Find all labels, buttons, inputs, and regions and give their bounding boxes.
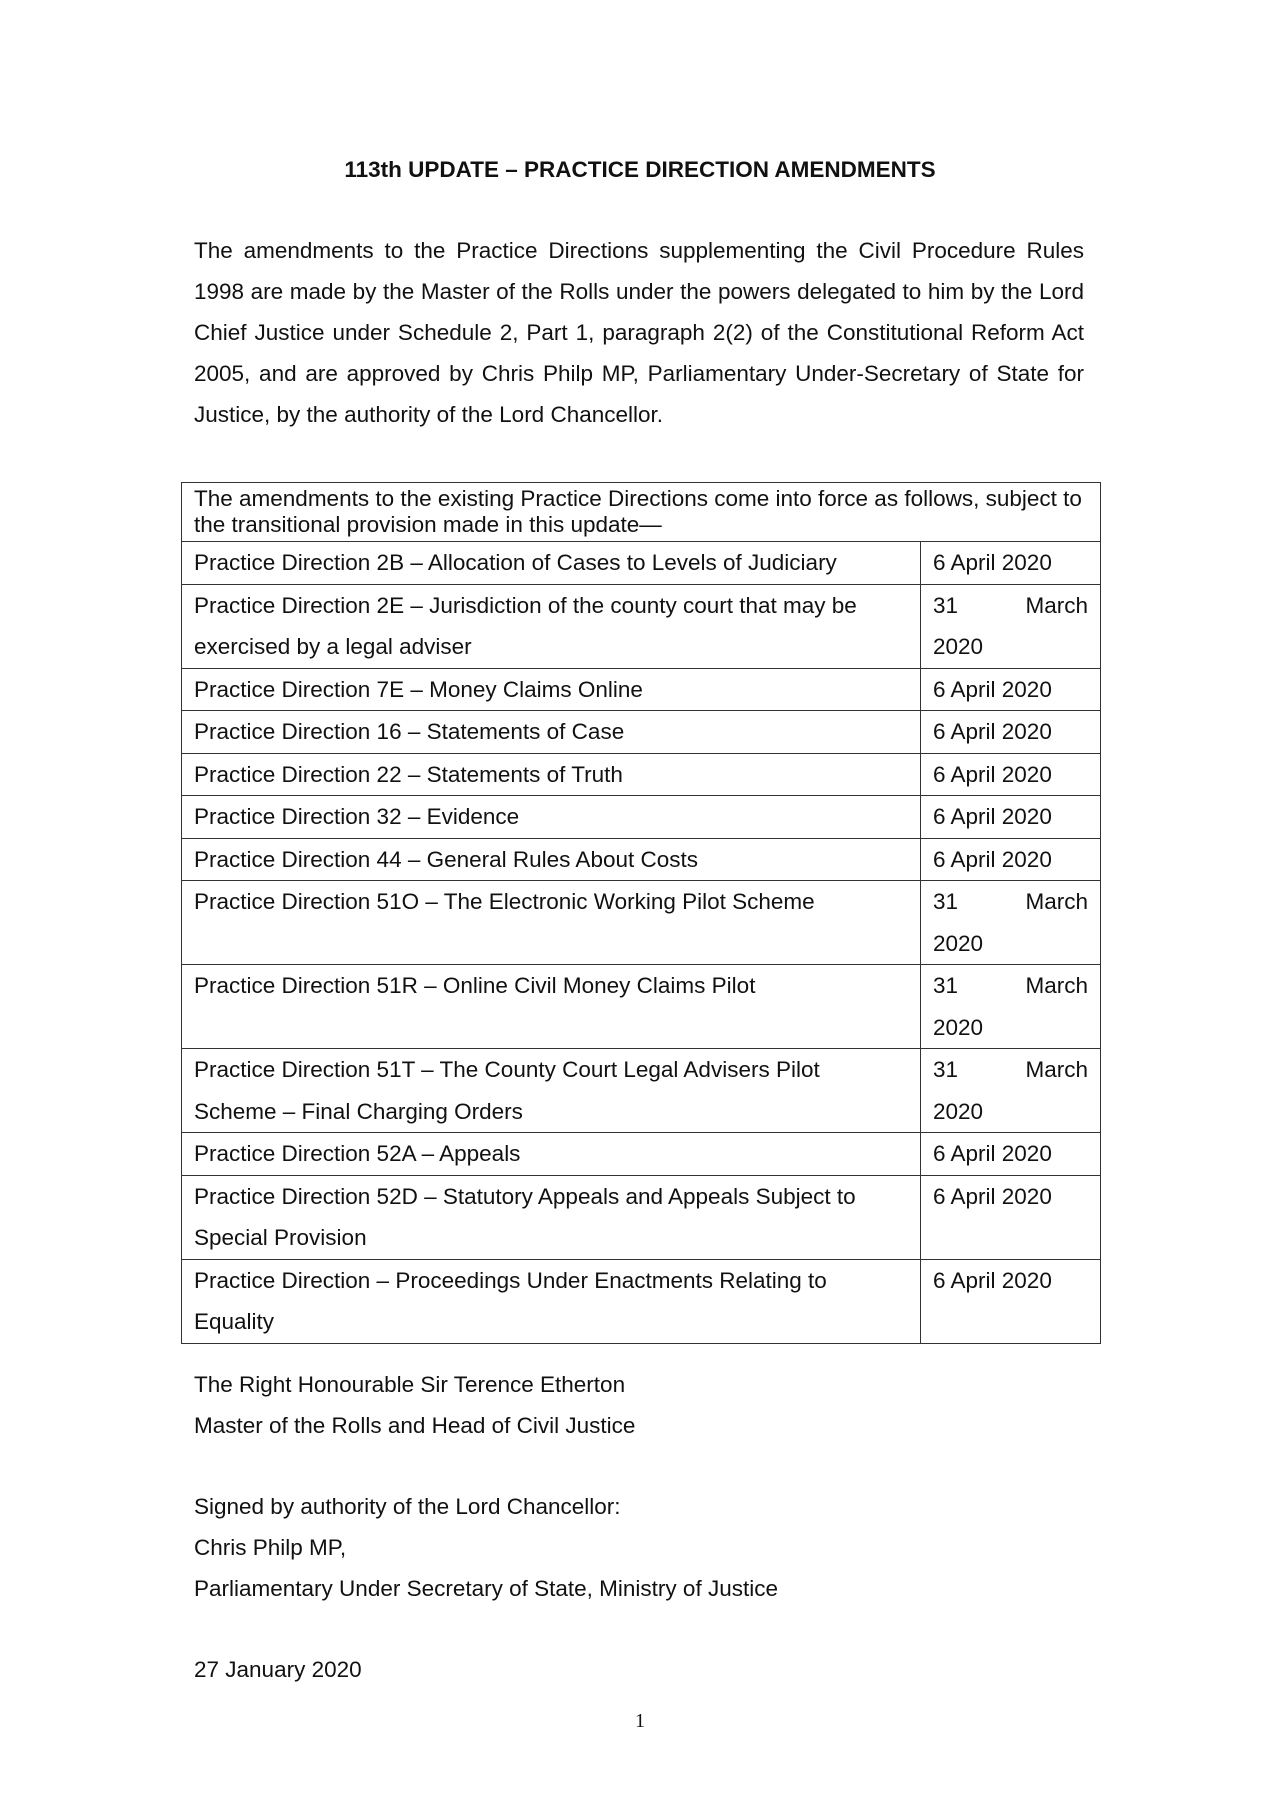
direction-cell: Practice Direction 51O – The Electronic Working Pilot Scheme (182, 881, 921, 965)
date-value: 31 March 2020 (933, 973, 1088, 1040)
table-header: The amendments to the existing Practice Directions come into force as follows, subject to the transitional provision made in this update— (182, 483, 1101, 542)
date-cell (921, 838, 1101, 881)
date-cell (921, 1133, 1101, 1176)
table-row (182, 668, 1101, 711)
date-value: 6 April 2020 (933, 846, 1052, 872)
minister-role: Parliamentary Under Secretary of State, Ministry of Justice (194, 1576, 778, 1601)
intro-paragraph: The amendments to the Practice Directions supplementing the Civil Procedure Rules 1998 are made by the Master of the Rolls under the powers delegated to him by the Lord Chief Justice under Schedule 2, Part 1, paragraph 2(2) of the Constitutional Reform Act 2005, and are approved by Chris Philp MP, Parliamentary Under-Secretary of State for Justice, by the authority of the Lord Chancellor. (194, 238, 1084, 427)
amendments-table (181, 482, 1101, 1344)
date-value: 31 March 2020 (933, 1057, 1088, 1124)
date-cell (921, 965, 1101, 1049)
direction-cell: Practice Direction 52A – Appeals (182, 1133, 921, 1176)
date-cell (921, 1049, 1101, 1133)
table-row (182, 711, 1101, 754)
direction-cell: Practice Direction 16 – Statements of Case (182, 711, 921, 754)
table-row (182, 838, 1101, 881)
date-cell (921, 796, 1101, 839)
direction-cell: Practice Direction 2B – Allocation of Cases to Levels of Judiciary (182, 542, 921, 585)
direction-cell: Practice Direction 32 – Evidence (182, 796, 921, 839)
direction-cell: Practice Direction 2E – Jurisdiction of the county court that may be exercised by a legal adviser (182, 584, 921, 668)
direction-cell: Practice Direction 52D – Statutory Appeals and Appeals Subject to Special Provision (182, 1175, 921, 1259)
date-cell (921, 881, 1101, 965)
table-row (182, 881, 1101, 965)
direction-cell: Practice Direction 22 – Statements of Truth (182, 753, 921, 796)
table-row (182, 584, 1101, 668)
table-row (182, 1175, 1101, 1259)
page-number: 1 (635, 1710, 645, 1732)
date-cell (921, 1259, 1101, 1343)
document-title: 113th UPDATE – PRACTICE DIRECTION AMENDMENTS (344, 157, 936, 182)
direction-cell: Practice Direction 44 – General Rules About Costs (182, 838, 921, 881)
direction-cell: Practice Direction 7E – Money Claims Online (182, 668, 921, 711)
direction-cell: Practice Direction 51R – Online Civil Money Claims Pilot (182, 965, 921, 1049)
date-value: 6 April 2020 (933, 550, 1052, 575)
date-cell (921, 711, 1101, 754)
table-row (182, 1049, 1101, 1133)
date-value: 6 April 2020 (933, 1267, 1052, 1293)
date-value: 6 April 2020 (933, 804, 1052, 829)
table-row (182, 1133, 1101, 1176)
signed-by-line: Signed by authority of the Lord Chancellor: (194, 1494, 621, 1519)
table-row (182, 796, 1101, 839)
date-cell (921, 668, 1101, 711)
table-row (182, 753, 1101, 796)
table-row (182, 542, 1101, 585)
date-value: 6 April 2020 (933, 761, 1052, 787)
date-value: 31 March 2020 (933, 592, 1088, 659)
date-value: 6 April 2020 (933, 719, 1052, 744)
signatory-role: Master of the Rolls and Head of Civil Justice (194, 1413, 636, 1438)
minister-name: Chris Philp MP, (194, 1535, 347, 1560)
table-row (182, 1259, 1101, 1343)
direction-cell: Practice Direction – Proceedings Under Enactments Relating to Equality (182, 1259, 921, 1343)
date-cell (921, 584, 1101, 668)
direction-cell: Practice Direction 51T – The County Court Legal Advisers Pilot Scheme – Final Charging Orders (182, 1049, 921, 1133)
date-cell (921, 753, 1101, 796)
table-header-row (182, 483, 1101, 542)
signatory-name: The Right Honourable Sir Terence Etherton (194, 1372, 626, 1397)
date-cell (921, 1175, 1101, 1259)
table-row (182, 965, 1101, 1049)
date-cell (921, 542, 1101, 585)
date-value: 6 April 2020 (933, 1141, 1052, 1166)
document-date: 27 January 2020 (194, 1657, 362, 1682)
date-value: 6 April 2020 (933, 1183, 1052, 1209)
date-value: 31 March 2020 (933, 889, 1088, 956)
date-value: 6 April 2020 (933, 676, 1052, 702)
